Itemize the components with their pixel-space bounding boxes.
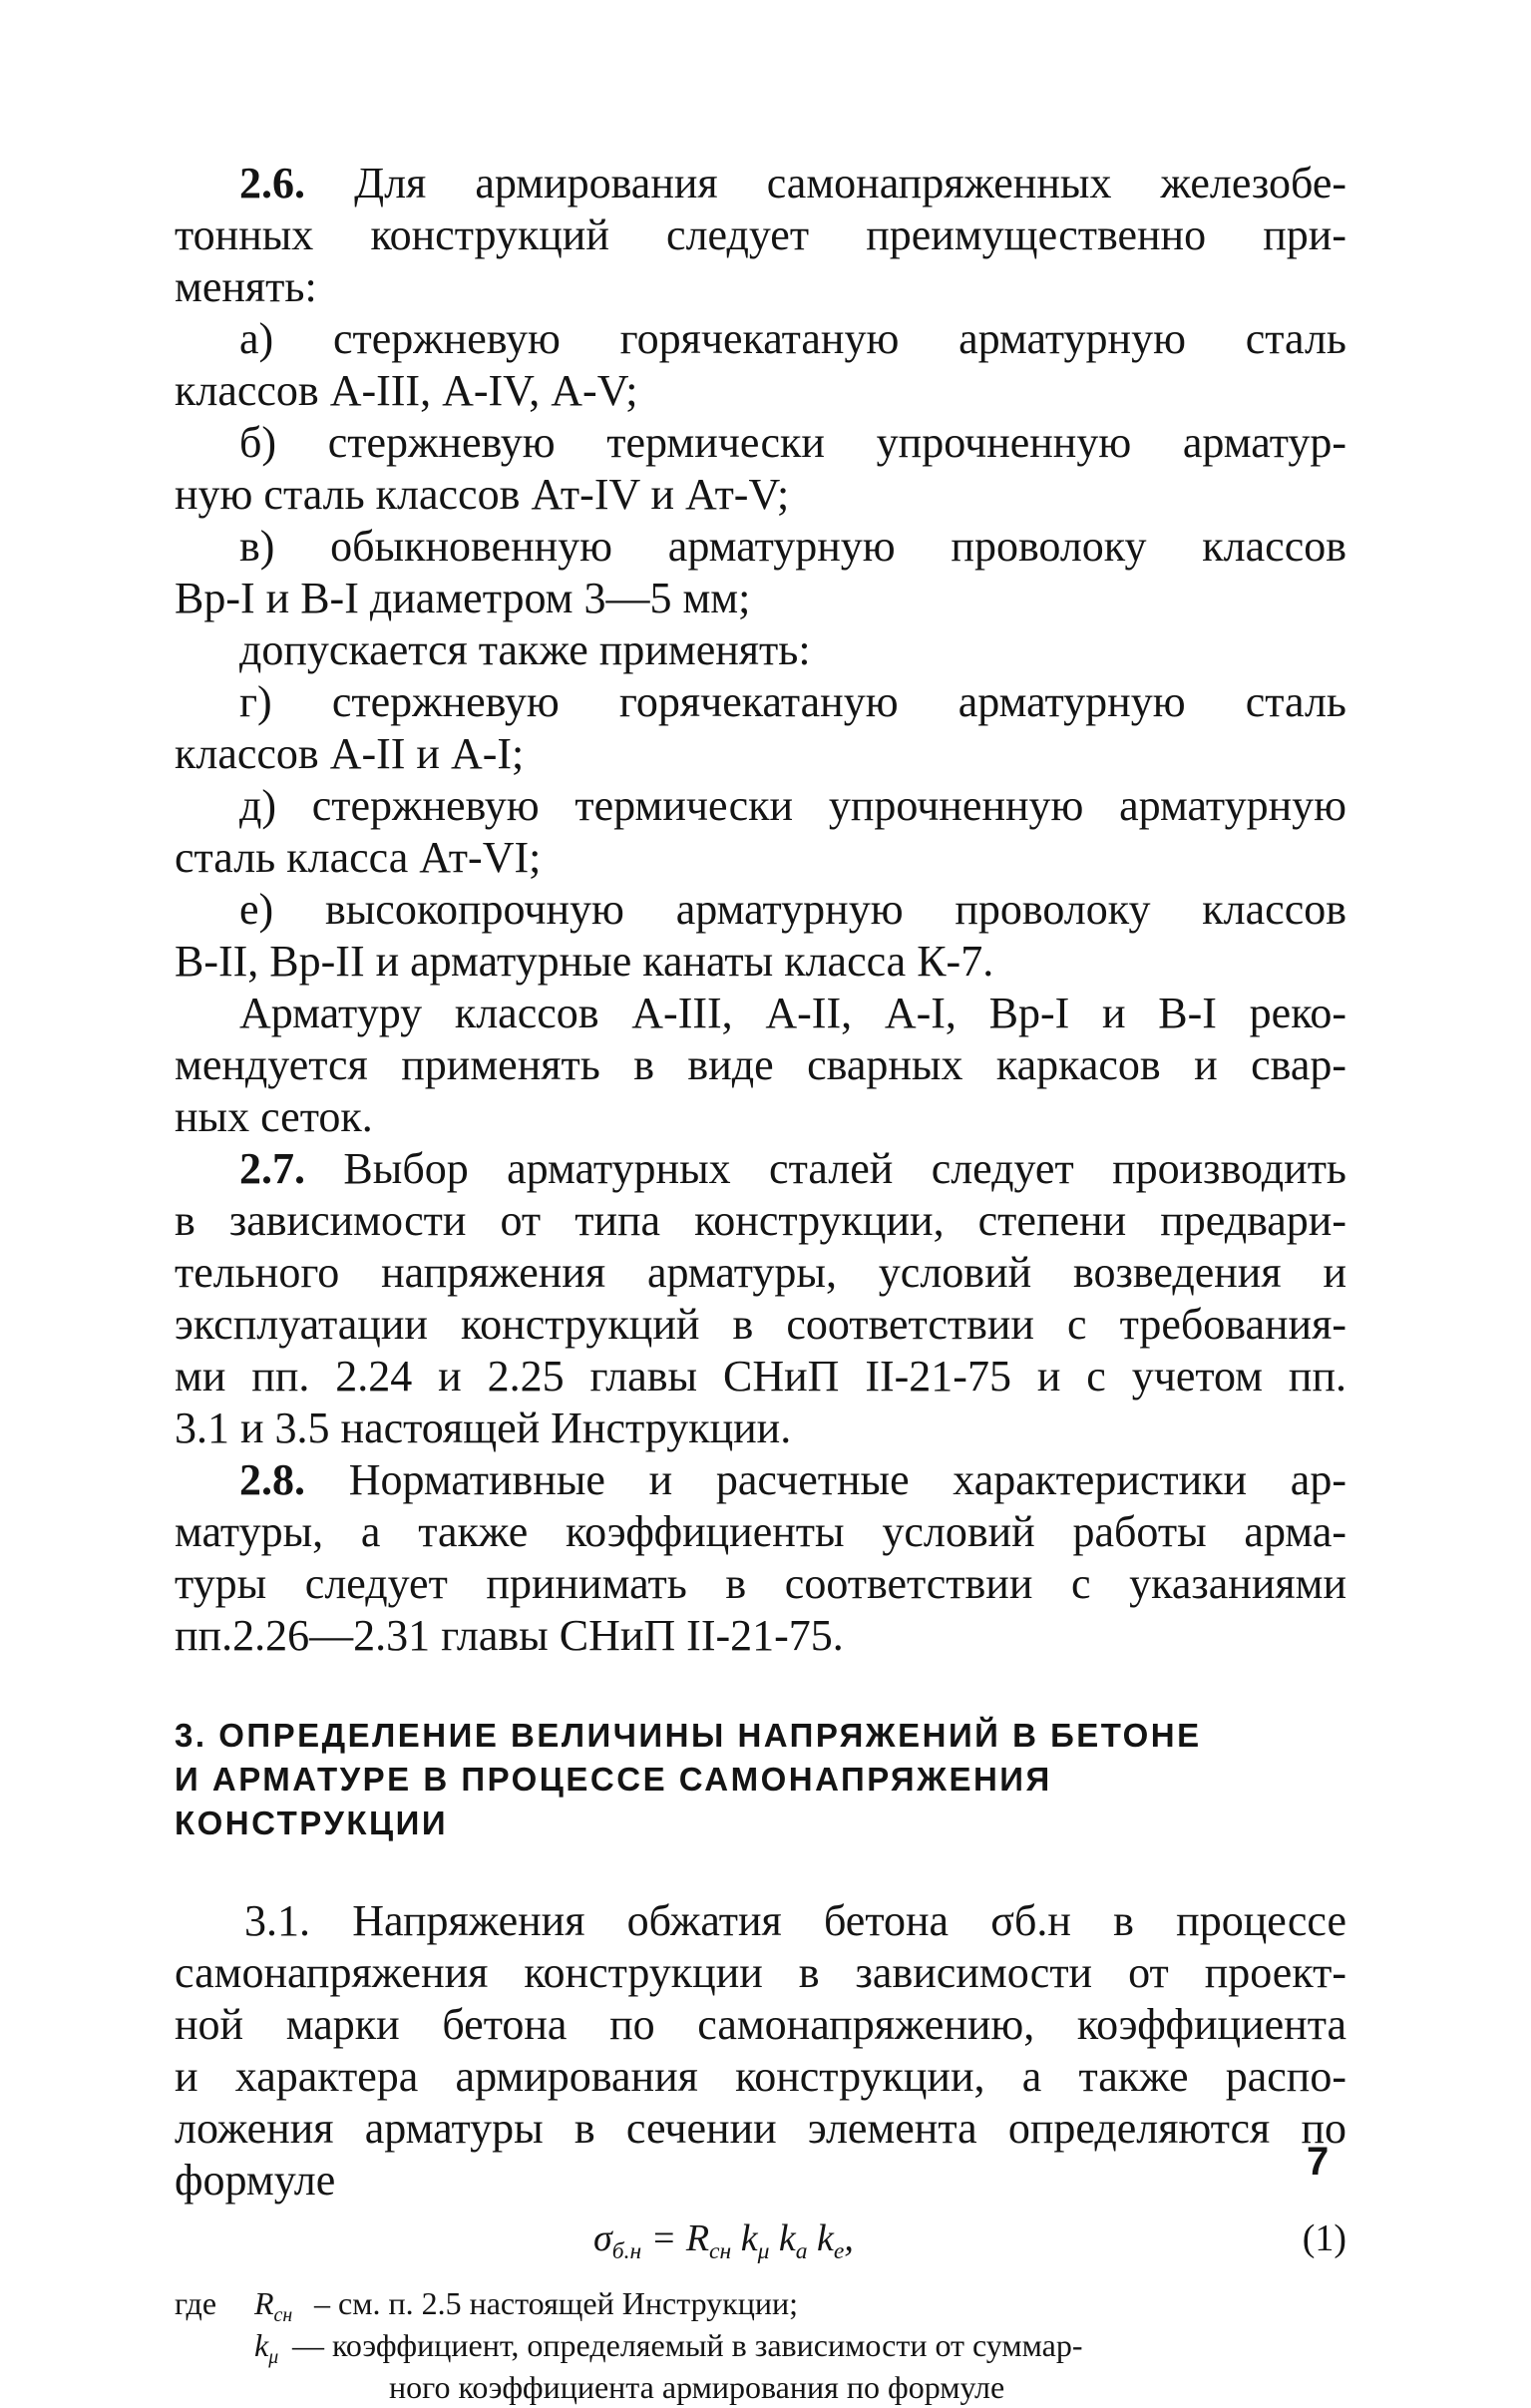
p27-line-2: в зависимости от типа конструкции, степени предвари- [175,1196,1346,1245]
recommend-line-1: Арматуру классов А-III, А-II, А-I, Вр-I и В-I реко- [239,989,1346,1037]
section-3-heading-line-3: КОНСТРУКЦИИ [175,1805,449,1841]
p26-number: 2.6. [239,159,305,207]
formula-equals: = [641,2217,686,2259]
section-3-heading-line-1: 3. ОПРЕДЕЛЕНИЕ ВЕЛИЧИНЫ НАПРЯЖЕНИЙ В БЕТОНЕ [175,1717,1202,1754]
item-c-line-2: Вр-I и В-I диаметром 3—5 мм; [175,574,751,622]
p31-line-1 [175,1895,1346,1947]
formula-k-mu-subscript: μ [757,2238,770,2265]
p26-text-1: Для армирования самонапряженных железобе- [354,159,1347,207]
p27-text-1: Выбор арматурных сталей следует производить [343,1144,1346,1193]
symbol-r-subscript: сн [273,2303,293,2326]
item-g-line-1: г) стержневую горячекатаную арматурную сталь [239,677,1346,726]
formula-sigma: σ [593,2217,612,2259]
p31-line-6: формуле [175,2156,336,2205]
where-word: где [175,2285,217,2321]
symbol-k-subscript: μ [268,2345,279,2368]
formula-sigma-subscript: б.н [611,2238,642,2265]
item-a-line-2: классов А-III, А-IV, А-V; [175,366,638,415]
formula-r: R [685,2217,710,2259]
section-3-heading [175,1714,1346,1845]
p31-line-5: ложения арматуры в сечении элемента определяются по [175,2104,1346,2153]
formula-k-mu: k [731,2217,758,2259]
definition-k-mu-cont: ного коэффициента армирования по формуле [389,2369,1005,2405]
formula-k-a: k [769,2217,796,2259]
p31-number: 3.1. [244,1896,310,1945]
item-e-line-1: е) высокопрочную арматурную проволоку классов [239,885,1346,934]
p31-line-3: ной марки бетона по самонапряжению, коэффициента [175,2000,1346,2049]
formula-k-e: k [807,2217,834,2259]
p31-line-2: самонапряжения конструкции в зависимости от проект- [175,1948,1346,1997]
page-body [175,158,1346,2408]
definition-k-mu: — коэффициент, определяемый в зависимости от суммар- [292,2327,1083,2363]
formula-r-subscript: сн [709,2238,732,2265]
item-b-line-2: ную сталь классов Ат-IV и Ат-V; [175,470,790,519]
item-c-line-1: в) обыкновенную арматурную проволоку классов [239,522,1346,571]
p31-text-1: Напряжения обжатия бетона σб.н в процессе [352,1896,1346,1945]
p26-line-3: менять: [175,262,317,311]
where-line-1 [175,2282,1346,2324]
item-b-line-1: б) стержневую термически упрочненную арматур- [239,418,1346,467]
p31-line-4: и характера армирования конструкции, а также распо- [175,2052,1346,2101]
recommend-line-3: ных сеток. [175,1092,373,1141]
p28-number: 2.8. [239,1455,305,1504]
where-line-2 [175,2324,1346,2366]
item-g-line-2: классов А-II и А-I; [175,729,525,778]
p27-line-5: ми пп. 2.24 и 2.25 главы СНиП II-21-75 и с учетом пп. [175,1352,1346,1401]
p27-line-1 [175,1143,1346,1195]
section-3-heading-line-2: И АРМАТУРЕ В ПРОЦЕССЕ САМОНАПРЯЖЕНИЯ [175,1761,1052,1798]
recommend-line-2: мендуется применять в виде сварных каркасов и свар- [175,1040,1346,1089]
item-a-line-1: а) стержневую горячекатаную арматурную сталь [239,314,1346,363]
p27-line-3: тельного напряжения арматуры, условий возведения и [175,1248,1346,1297]
formula-k-a-subscript: а [795,2238,808,2265]
p28-line-2: матуры, а также коэффициенты условий работы арма- [175,1507,1346,1556]
allowed-also-line: допускается также применять: [239,625,811,674]
formula-comma: , [844,2217,854,2259]
symbol-r: R [254,2285,274,2321]
p27-line-4: эксплуатации конструкций в соответствии с требования- [175,1300,1346,1349]
p26-line-1 [175,158,1346,209]
p28-line-4: пп.2.26—2.31 главы СНиП II-21-75. [175,1611,844,1660]
formula-expression [593,2216,854,2265]
p28-line-3: туры следует принимать в соответствии с указаниями [175,1559,1346,1608]
formula-number: (1) [1302,2217,1346,2259]
where-line-3 [175,2366,1346,2408]
p28-line-1 [175,1454,1346,1506]
symbol-k: k [254,2327,269,2363]
item-e-line-2: В-II, Вр-II и арматурные канаты класса К-7. [175,937,994,986]
p27-line-6: 3.1 и 3.5 настоящей Инструкции. [175,1404,792,1452]
p27-number: 2.7. [239,1144,305,1193]
formula-1 [175,2212,1346,2282]
p28-text-1: Нормативные и расчетные характеристики ар- [348,1455,1346,1504]
item-d-line-1: д) стержневую термически упрочненную арматурную [239,781,1346,830]
formula-k-e-subscript: e [833,2238,845,2265]
page-number: 7 [1307,2140,1330,2184]
definition-r-sn: – см. п. 2.5 настоящей Инструкции; [314,2285,798,2321]
item-d-line-2: сталь класса Ат-VI; [175,833,542,882]
p26-line-2: тонных конструкций следует преимущественно при- [175,210,1346,259]
